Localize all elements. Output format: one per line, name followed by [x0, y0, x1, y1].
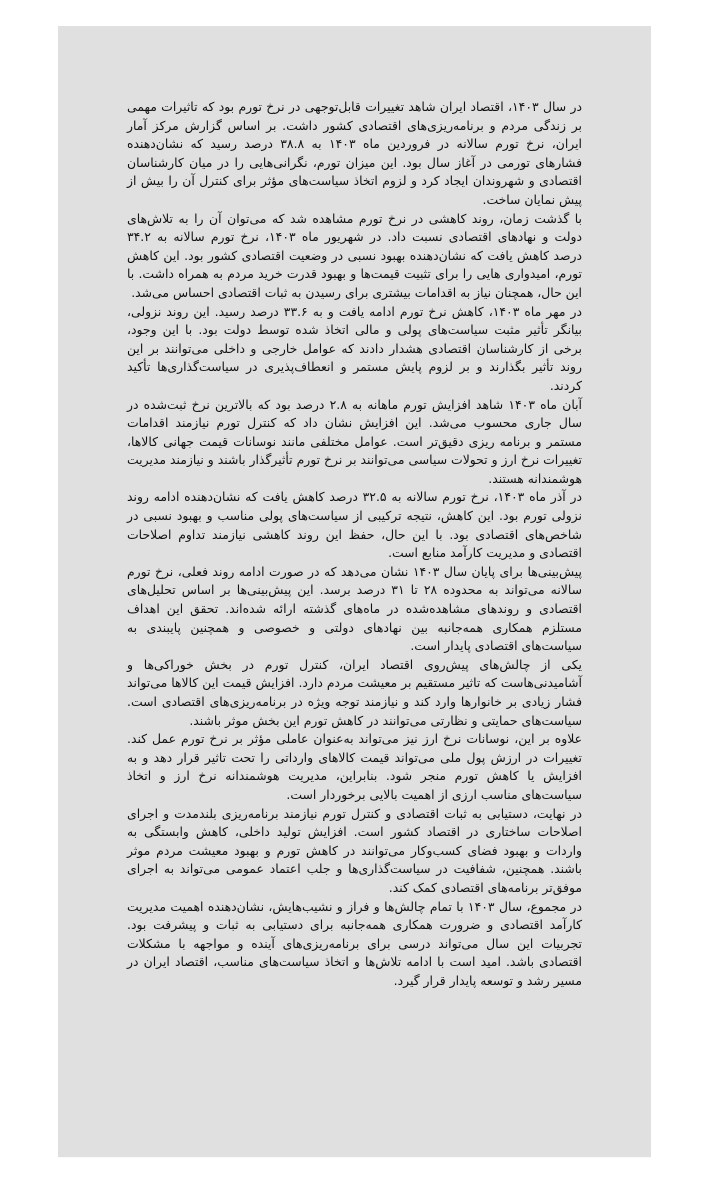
paragraph-conclusion: در مجموع، سال ۱۴۰۳ با تمام چالش‌ها و فراز و نشیب‌هایش، نشان‌دهنده اهمیت مدیریت کارآمد اقتصادی و ضرورت همکاری همه‌جانبه برای دستیابی به ثبات و پیشرفت بود. تجربیات این سال می‌تواند درسی برای برنامه‌ریزی‌های آینده و مواجهه با مشکلات اقتصادی باشد. امید است با ادامه تلاش‌ها و اتخاذ سیاست‌های مناسب، اقتصاد ایران در مسیر رشد و توسعه پایدار قرار گیرد.	[127, 898, 582, 988]
document-page	[58, 26, 651, 1157]
paragraph-inflation-mehr: در مهر ماه ۱۴۰۳، کاهش نرخ تورم ادامه یافت و به ۳۳.۶ درصد رسید. این روند نزولی، بیانگر تأثیر مثبت سیاست‌های پولی و مالی اتخاذ شده توسط دولت بود. با این وجود، برخی از کارشناسان اقتصادی هشدار دادند که عوامل خارجی و داخلی می‌توانند بر این روند تأثیر بگذارند و بر لزوم پایش مستمر و انعطاف‌پذیری در سیاست‌گذاری‌ها تأکید کردند.	[127, 303, 583, 393]
paragraph-year-end-forecast: پیش‌بینی‌ها برای پایان سال ۱۴۰۳ نشان می‌دهد که در صورت ادامه روند فعلی، نرخ تورم سالانه می‌تواند به محدوده ۲۸ تا ۳۱ درصد برسد. این پیش‌بینی‌ها بر اساس تحلیل‌های اقتصادی و روندهای مشاهده‌شده در ماه‌های گذشته ارائه شده‌اند. تحقق این اهداف مستلزم همکاری همه‌جانبه بین نهادهای دولتی و خصوصی و همچنین پایبندی به سیاست‌های اقتصادی پایدار است.	[127, 563, 582, 654]
paragraph-inflation-shahrivar: با گذشت زمان، روند کاهشی در نرخ تورم مشاهده شد که می‌توان آن را به تلاش‌های دولت و نهادهای اقتصادی نسبت داد. در شهریور ماه ۱۴۰۳، نرخ تورم سالانه به ۳۴.۲ درصد کاهش یافت که نشان‌دهنده بهبود نسبی در وضعیت اقتصادی کشور بود. این کاهش تورم، امیدواری هایی را برای تثبیت قیمت‌ها و بهبود قدرت خرید مردم به همراه داشت. با این حال، همچنان نیاز به اقدامات بیشتری برای رسیدن به ثبات اقتصادی احساس می‌شد.	[127, 210, 582, 300]
paragraph-structural-reforms: در نهایت، دستیابی به ثبات اقتصادی و کنترل تورم نیازمند برنامه‌ریزی بلندمدت و اجرای اصلاحات ساختاری در اقتصاد کشور است. افزایش تولید داخلی، کاهش وابستگی به واردات و بهبود فضای کسب‌وکار می‌توانند در کاهش تورم و بهبود معیشت مردم موثر باشند. همچنین، شفافیت در سیاست‌گذاری‌ها و جلب اعتماد عمومی می‌تواند به اجرای موفق‌تر برنامه‌های اقتصادی کمک کند.	[127, 805, 582, 895]
paragraph-exchange-rate: علاوه بر این، نوسانات نرخ ارز نیز می‌تواند به‌عنوان عاملی مؤثر بر نرخ تورم عمل کند. تغییرات در ارزش پول ملی می‌تواند قیمت کالاهای وارداتی را تحت تاثیر قرار دهد و به افزایش یا کاهش تورم منجر شود. بنابراین، مدیریت هوشمندانه نرخ ارز و اتخاذ سیاست‌های مناسب ارزی از اهمیت بالایی برخوردار است.	[127, 731, 582, 802]
paragraph-inflation-azar: در آذر ماه ۱۴۰۳، نرخ تورم سالانه به ۳۲.۵ درصد کاهش یافت که نشان‌دهنده ادامه روند نزولی تورم بود. این کاهش، نتیجه ترکیبی از سیاست‌های پولی مناسب و بهبود نسبی در شاخص‌های اقتصادی بود. با این حال، حفظ این روند کاهشی نیازمند تداوم اصلاحات اقتصادی و مدیریت کارآمد منابع است.	[127, 489, 582, 561]
paragraph-inflation-farvardin: در سال ۱۴۰۳، اقتصاد ایران شاهد تغییرات قابل‌توجهی در نرخ تورم بود که تاثیرات مهمی بر زندگی مردم و برنامه‌ریزی‌های اقتصادی کشور داشت. بر اساس گزارش مرکز آمار ایران، نرخ تورم سالانه در فروردین ماه ۱۴۰۳ به ۳۸.۸ درصد رسید که نشان‌دهنده فشارهای تورمی در آغاز سال بود. این میزان تورم، نگرانی‌هایی را در میان کارشناسان اقتصادی و شهروندان ایجاد کرد و لزوم اتخاذ سیاست‌های مؤثر برای کنترل آن را بیش از پیش نمایان ساخت.	[127, 99, 582, 207]
paragraph-food-inflation: یکی از چالش‌های پیش‌روی اقتصاد ایران، کنترل تورم در بخش خوراکی‌ها و آشامیدنی‌هاست که تاثیر مستقیم بر معیشت مردم دارد. افزایش قیمت این کالاها می‌تواند فشار زیادی بر خانوارها وارد کند و نیازمند توجه ویژه در برنامه‌ریزی‌های اقتصادی است. سیاست‌های حمایتی و نظارتی می‌توانند در کاهش تورم این بخش موثر باشند.	[127, 656, 582, 728]
paragraph-inflation-aban: آبان ماه ۱۴۰۳ شاهد افزایش تورم ماهانه به ۲.۸ درصد بود که بالاترین نرخ ثبت‌شده در سال جاری محسوب می‌شد. این افزایش نشان داد که کنترل تورم نیازمند اقدامات مستمر و برنامه ریزی دقیق‌تر است. عوامل مختلفی مانند نوسانات قیمت جهانی کالاها، تغییرات نرخ ارز و تحولات سیاسی می‌توانند بر نرخ تورم تأثیرگذار باشند و نیازمند مدیریت هوشمندانه هستند.	[127, 396, 582, 486]
document-body	[127, 98, 582, 991]
